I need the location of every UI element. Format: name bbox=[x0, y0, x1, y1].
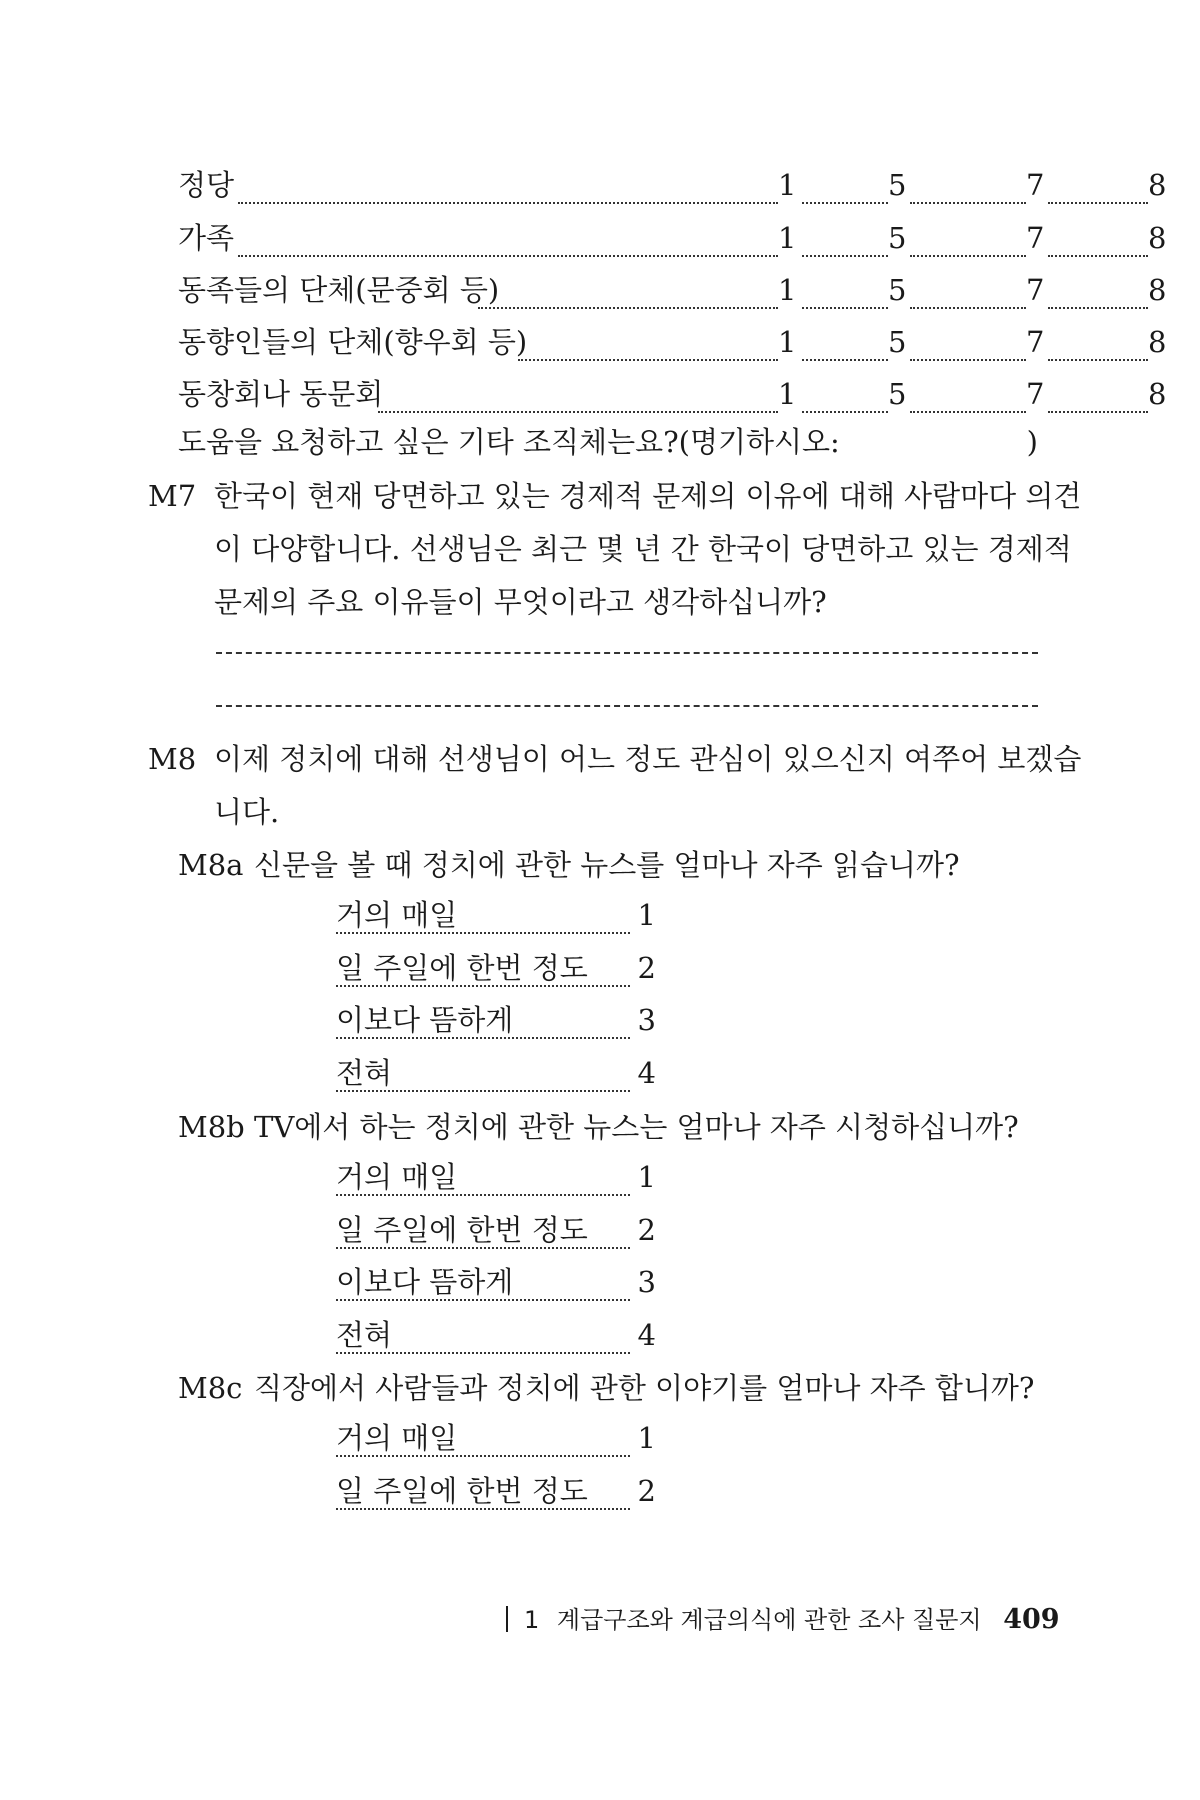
question-number-m8: M8 bbox=[148, 742, 197, 776]
choice-code: 4 bbox=[637, 1056, 656, 1090]
choice-m8c-daily bbox=[336, 1421, 656, 1461]
question-text-line: 이 다양합니다. 선생님은 최근 몇 년 간 한국이 당면하고 있는 경제적 bbox=[214, 532, 1072, 566]
org-row-family bbox=[178, 221, 1167, 261]
choice-m8b-weekly bbox=[336, 1213, 656, 1253]
choice-m8c-weekly bbox=[336, 1474, 656, 1514]
answer-line bbox=[216, 705, 1038, 707]
choice-label: 이보다 뜸하게 bbox=[336, 1005, 519, 1037]
org-value: 5 bbox=[884, 170, 910, 202]
choice-m8b-less bbox=[336, 1265, 656, 1305]
org-value: 1 bbox=[774, 223, 800, 255]
chapter-divider-bar bbox=[506, 1606, 508, 1632]
choice-code: 2 bbox=[637, 1474, 656, 1508]
choice-label: 거의 매일 bbox=[336, 1423, 463, 1455]
chapter-title: 계급구조와 계급의식에 관한 조사 질문지 bbox=[556, 1606, 982, 1634]
choice-m8a-daily bbox=[336, 898, 656, 938]
org-row-alumni bbox=[178, 377, 1167, 417]
org-value: 7 bbox=[1022, 379, 1048, 411]
chapter-number: 1 bbox=[524, 1606, 540, 1634]
org-value: 8 bbox=[1144, 327, 1170, 359]
choice-code: 1 bbox=[637, 898, 656, 932]
question-number-m8a: M8a bbox=[178, 848, 244, 882]
choice-code: 3 bbox=[637, 1265, 656, 1299]
org-value: 5 bbox=[884, 327, 910, 359]
choice-label: 이보다 뜸하게 bbox=[336, 1267, 519, 1299]
choice-code: 1 bbox=[637, 1421, 656, 1455]
question-text-line: 문제의 주요 이유들이 무엇이라고 생각하십니까? bbox=[214, 585, 827, 619]
choice-m8a-less bbox=[336, 1003, 656, 1043]
choice-m8b-never bbox=[336, 1318, 656, 1358]
question-number-m8b: M8b bbox=[178, 1110, 245, 1144]
other-org-text: 도움을 요청하고 싶은 기타 조직체는요?(명기하시오: bbox=[178, 425, 840, 459]
choice-code: 1 bbox=[637, 1160, 656, 1194]
choice-m8a-never bbox=[336, 1056, 656, 1096]
org-value: 8 bbox=[1144, 170, 1170, 202]
org-value: 7 bbox=[1022, 327, 1048, 359]
choice-code: 3 bbox=[637, 1003, 656, 1037]
org-label: 동향인들의 단체(향우회 등) bbox=[178, 327, 533, 359]
choice-label: 일 주일에 한번 정도 bbox=[336, 1476, 594, 1508]
question-text-line: 한국이 현재 당면하고 있는 경제적 문제의 이유에 대해 사람마다 의견 bbox=[214, 479, 1082, 513]
org-row-clan bbox=[178, 273, 1167, 313]
other-org-close-paren: ) bbox=[1026, 425, 1038, 459]
org-label: 정당 bbox=[178, 170, 240, 202]
question-text: 직장에서 사람들과 정치에 관한 이야기를 얼마나 자주 합니까? bbox=[254, 1371, 1035, 1405]
other-org-prompt bbox=[178, 427, 1038, 459]
choice-label: 일 주일에 한번 정도 bbox=[336, 1215, 594, 1247]
org-value: 5 bbox=[884, 275, 910, 307]
choice-code: 4 bbox=[637, 1318, 656, 1352]
org-label: 동창회나 동문회 bbox=[178, 379, 389, 411]
org-value: 7 bbox=[1022, 170, 1048, 202]
choice-label: 거의 매일 bbox=[336, 900, 463, 932]
page-number: 409 bbox=[1003, 1604, 1060, 1635]
org-value: 1 bbox=[774, 170, 800, 202]
question-text-line: 니다. bbox=[214, 795, 280, 829]
org-label: 동족들의 단체(문중회 등) bbox=[178, 275, 505, 307]
choice-label: 일 주일에 한번 정도 bbox=[336, 953, 594, 985]
choice-code: 2 bbox=[637, 1213, 656, 1247]
org-row-hometown bbox=[178, 325, 1167, 365]
choice-label: 전혀 bbox=[336, 1058, 398, 1090]
choice-m8b-daily bbox=[336, 1160, 656, 1200]
page-footer bbox=[506, 1600, 1060, 1635]
question-number-m7: M7 bbox=[148, 479, 197, 513]
question-number-m8c: M8c bbox=[178, 1371, 243, 1405]
org-value: 5 bbox=[884, 223, 910, 255]
question-text: 신문을 볼 때 정치에 관한 뉴스를 얼마나 자주 읽습니까? bbox=[254, 848, 960, 882]
org-value: 8 bbox=[1144, 379, 1170, 411]
question-text: TV에서 하는 정치에 관한 뉴스는 얼마나 자주 시청하십니까? bbox=[254, 1110, 1019, 1144]
org-row-party bbox=[178, 168, 1167, 208]
org-value: 5 bbox=[884, 379, 910, 411]
org-label: 가족 bbox=[178, 223, 240, 255]
answer-line bbox=[216, 652, 1038, 654]
org-value: 8 bbox=[1144, 223, 1170, 255]
org-value: 1 bbox=[774, 379, 800, 411]
choice-label: 전혀 bbox=[336, 1320, 398, 1352]
org-value: 7 bbox=[1022, 223, 1048, 255]
org-value: 8 bbox=[1144, 275, 1170, 307]
question-text-line: 이제 정치에 대해 선생님이 어느 정도 관심이 있으신지 여쭈어 보겠습 bbox=[214, 742, 1082, 776]
org-value: 1 bbox=[774, 275, 800, 307]
choice-code: 2 bbox=[637, 951, 656, 985]
org-value: 7 bbox=[1022, 275, 1048, 307]
org-value: 1 bbox=[774, 327, 800, 359]
choice-m8a-weekly bbox=[336, 951, 656, 991]
choice-label: 거의 매일 bbox=[336, 1162, 463, 1194]
